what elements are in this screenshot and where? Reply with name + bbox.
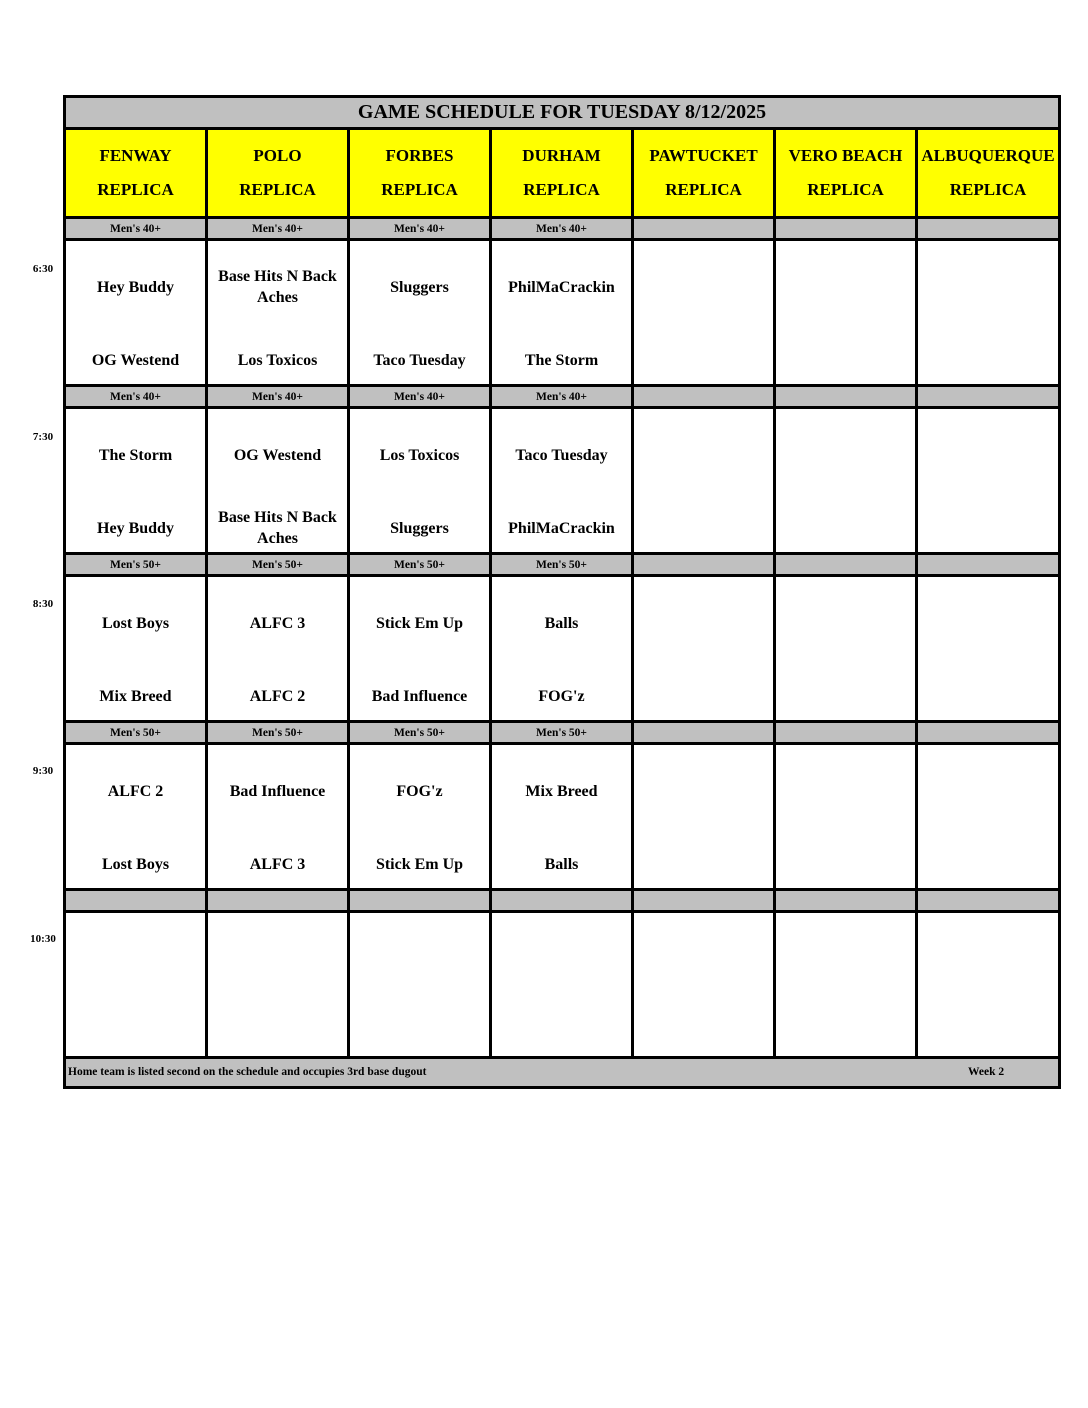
game-cell	[918, 241, 1058, 384]
field-header-4	[492, 130, 634, 216]
away-team: Hey Buddy	[97, 278, 174, 296]
away-team: Bad Influence	[229, 782, 326, 800]
field-header-row	[66, 130, 1058, 219]
division-row	[66, 723, 1058, 745]
home-team: ALFC 3	[249, 855, 306, 873]
away-team-box	[776, 601, 915, 645]
schedule-title: GAME SCHEDULE FOR TUESDAY 8/12/2025	[66, 98, 1058, 130]
away-team: ALFC 2	[107, 782, 164, 800]
away-team-box	[634, 601, 773, 645]
field-name: PAWTUCKET	[649, 146, 758, 165]
game-cell	[918, 913, 1058, 1056]
home-team: Taco Tuesday	[373, 351, 466, 369]
time-label: 7:30	[32, 431, 54, 443]
home-team-box	[776, 674, 915, 718]
home-team: The Storm	[524, 351, 599, 369]
home-team-box	[776, 506, 915, 550]
division-label: Men's 50+	[350, 723, 492, 742]
division-label: Men's 50+	[492, 723, 634, 742]
field-header-7	[918, 130, 1058, 216]
division-label	[918, 555, 1058, 574]
home-team-box	[918, 842, 1058, 886]
division-label: Men's 40+	[66, 387, 208, 406]
game-cell	[66, 577, 208, 720]
footer-row	[66, 1059, 1058, 1086]
time-label: 6:30	[32, 263, 54, 275]
away-team-box	[918, 769, 1058, 813]
division-label	[634, 891, 776, 910]
game-cell	[776, 745, 918, 888]
division-label: Men's 40+	[492, 387, 634, 406]
time-label: 8:30	[32, 598, 54, 610]
division-label: Men's 40+	[492, 219, 634, 238]
away-team-box	[918, 433, 1058, 477]
away-team: Lost Boys	[101, 614, 170, 632]
away-team-box	[776, 433, 915, 477]
away-team: Base Hits N Back Aches	[218, 268, 337, 306]
field-name: FORBES	[385, 146, 454, 165]
away-team-box	[350, 433, 489, 477]
home-team: FOG'z	[538, 687, 585, 705]
time-label: 10:30	[30, 933, 56, 945]
away-team-box	[208, 937, 347, 981]
field-header-5	[634, 130, 776, 216]
game-cell	[776, 409, 918, 552]
time-label: 9:30	[32, 765, 54, 777]
away-team-box	[350, 265, 489, 309]
away-team: Stick Em Up	[375, 614, 464, 632]
home-team: Hey Buddy	[97, 519, 174, 537]
home-team-box	[66, 1010, 205, 1054]
home-team: Sluggers	[390, 519, 449, 537]
game-cell	[66, 241, 208, 384]
away-team: ALFC 3	[249, 614, 306, 632]
field-header-6	[776, 130, 918, 216]
game-cell	[208, 745, 350, 888]
division-label: Men's 50+	[66, 723, 208, 742]
game-cell	[350, 745, 492, 888]
division-label	[918, 387, 1058, 406]
game-row	[66, 913, 1058, 1059]
away-team: Sluggers	[390, 278, 449, 296]
division-label	[918, 891, 1058, 910]
away-team-box	[492, 769, 631, 813]
away-team-box	[350, 937, 489, 981]
field-name: VERO BEACH	[788, 146, 903, 165]
away-team-box	[918, 601, 1058, 645]
home-team-box	[66, 338, 205, 382]
game-cell	[66, 409, 208, 552]
division-label	[634, 723, 776, 742]
away-team-box	[776, 769, 915, 813]
away-team-box	[66, 769, 205, 813]
game-cell	[492, 241, 634, 384]
game-cell	[634, 577, 776, 720]
division-label: Men's 50+	[208, 723, 350, 742]
field-header-1	[66, 130, 208, 216]
away-team-box	[350, 601, 489, 645]
division-label	[66, 891, 208, 910]
home-team-box	[350, 338, 489, 382]
home-team-box	[492, 674, 631, 718]
game-cell	[634, 913, 776, 1056]
division-label: Men's 50+	[492, 555, 634, 574]
division-row	[66, 219, 1058, 241]
division-label	[776, 891, 918, 910]
game-cell	[492, 913, 634, 1056]
away-team-box	[66, 433, 205, 477]
division-label	[634, 219, 776, 238]
division-label: Men's 40+	[350, 219, 492, 238]
away-team: FOG'z	[396, 782, 443, 800]
game-cell	[350, 913, 492, 1056]
game-cell	[918, 409, 1058, 552]
game-cell	[634, 745, 776, 888]
field-type: REPLICA	[97, 180, 174, 199]
away-team-box	[492, 601, 631, 645]
game-cell	[66, 913, 208, 1056]
away-team-box	[208, 601, 347, 645]
home-team-box	[66, 842, 205, 886]
home-team-box	[350, 1010, 489, 1054]
game-row	[66, 745, 1058, 891]
away-team-box	[208, 265, 347, 309]
home-team: ALFC 2	[249, 687, 306, 705]
away-team-box	[492, 433, 631, 477]
home-team-box	[918, 674, 1058, 718]
home-team-box	[634, 338, 773, 382]
game-cell	[492, 409, 634, 552]
away-team-box	[66, 265, 205, 309]
game-cell	[350, 409, 492, 552]
away-team: Los Toxicos	[379, 446, 460, 464]
division-label: Men's 40+	[66, 219, 208, 238]
division-label: Men's 40+	[208, 387, 350, 406]
away-team: The Storm	[98, 446, 173, 464]
away-team: Balls	[544, 614, 579, 632]
field-type: REPLICA	[239, 180, 316, 199]
division-label	[918, 723, 1058, 742]
field-header-2	[208, 130, 350, 216]
home-team-box	[208, 842, 347, 886]
division-label	[776, 723, 918, 742]
time-slots	[66, 219, 1058, 1059]
game-cell	[492, 745, 634, 888]
home-team: OG Westend	[91, 351, 180, 369]
division-label: Men's 50+	[208, 555, 350, 574]
home-team-box	[208, 338, 347, 382]
home-team: Balls	[544, 855, 579, 873]
division-label	[634, 387, 776, 406]
field-type: REPLICA	[523, 180, 600, 199]
game-cell	[208, 913, 350, 1056]
game-row	[66, 241, 1058, 387]
home-team-box	[634, 506, 773, 550]
field-type: REPLICA	[807, 180, 884, 199]
away-team-box	[634, 937, 773, 981]
game-cell	[208, 577, 350, 720]
division-label	[208, 891, 350, 910]
home-team-box	[918, 338, 1058, 382]
away-team: Taco Tuesday	[515, 446, 608, 464]
game-row	[66, 409, 1058, 555]
home-team: Lost Boys	[101, 855, 170, 873]
away-team: PhilMaCrackin	[508, 278, 615, 296]
game-cell	[776, 577, 918, 720]
home-team-box	[208, 1010, 347, 1054]
home-team-box	[634, 674, 773, 718]
away-team-box	[776, 265, 915, 309]
away-team-box	[918, 937, 1058, 981]
division-label: Men's 50+	[350, 555, 492, 574]
game-cell	[634, 409, 776, 552]
home-team-box	[918, 506, 1058, 550]
home-team-box	[350, 674, 489, 718]
field-name: DURHAM	[522, 146, 601, 165]
field-name: FENWAY	[99, 146, 172, 165]
field-type: REPLICA	[381, 180, 458, 199]
home-team-box	[492, 1010, 631, 1054]
home-team-box	[350, 506, 489, 550]
home-team: Mix Breed	[99, 687, 172, 705]
field-name: ALBUQUERQUE	[921, 146, 1055, 165]
away-team: Mix Breed	[525, 782, 598, 800]
game-cell	[634, 241, 776, 384]
game-cell	[350, 577, 492, 720]
division-label	[776, 387, 918, 406]
away-team: OG Westend	[233, 446, 322, 464]
division-label	[634, 555, 776, 574]
away-team-box	[918, 265, 1058, 309]
away-team-box	[492, 265, 631, 309]
division-label: Men's 40+	[350, 387, 492, 406]
away-team-box	[634, 433, 773, 477]
field-name: POLO	[253, 146, 302, 165]
home-team-box	[634, 1010, 773, 1054]
home-team: Bad Influence	[371, 687, 468, 705]
home-team-box	[492, 338, 631, 382]
away-team-box	[634, 265, 773, 309]
home-team-box	[776, 1010, 915, 1054]
game-cell	[918, 745, 1058, 888]
game-cell	[918, 577, 1058, 720]
division-label	[350, 891, 492, 910]
division-row	[66, 387, 1058, 409]
game-cell	[208, 241, 350, 384]
away-team-box	[776, 937, 915, 981]
game-cell	[776, 913, 918, 1056]
division-label	[776, 219, 918, 238]
home-team-box	[350, 842, 489, 886]
division-label	[776, 555, 918, 574]
division-label	[492, 891, 634, 910]
division-label	[918, 219, 1058, 238]
home-team-box	[492, 842, 631, 886]
away-team-box	[208, 433, 347, 477]
game-cell	[350, 241, 492, 384]
away-team-box	[350, 769, 489, 813]
home-team-box	[776, 842, 915, 886]
game-cell	[776, 241, 918, 384]
game-cell	[492, 577, 634, 720]
home-team-box	[208, 674, 347, 718]
division-label: Men's 50+	[66, 555, 208, 574]
division-row	[66, 891, 1058, 913]
home-team: Los Toxicos	[237, 351, 318, 369]
home-team: Base Hits N Back Aches	[218, 509, 337, 547]
away-team-box	[634, 769, 773, 813]
home-team: PhilMaCrackin	[508, 519, 615, 537]
away-team-box	[208, 769, 347, 813]
game-row	[66, 577, 1058, 723]
week-label: Week 2	[968, 1066, 1005, 1078]
home-team: Stick Em Up	[375, 855, 464, 873]
field-header-3	[350, 130, 492, 216]
game-cell	[208, 409, 350, 552]
division-label: Men's 40+	[208, 219, 350, 238]
division-row	[66, 555, 1058, 577]
home-team-box	[918, 1010, 1058, 1054]
home-team-box	[208, 506, 347, 550]
schedule-table	[63, 95, 1061, 1089]
away-team-box	[66, 937, 205, 981]
home-team-box	[776, 338, 915, 382]
game-cell	[66, 745, 208, 888]
field-type: REPLICA	[949, 180, 1027, 199]
field-type: REPLICA	[665, 180, 742, 199]
away-team-box	[66, 601, 205, 645]
away-team-box	[492, 937, 631, 981]
home-team-box	[66, 506, 205, 550]
home-team-box	[634, 842, 773, 886]
home-team-box	[66, 674, 205, 718]
footer-note: Home team is listed second on the schedule and occupies 3rd base dugout	[68, 1066, 427, 1078]
home-team-box	[492, 506, 631, 550]
